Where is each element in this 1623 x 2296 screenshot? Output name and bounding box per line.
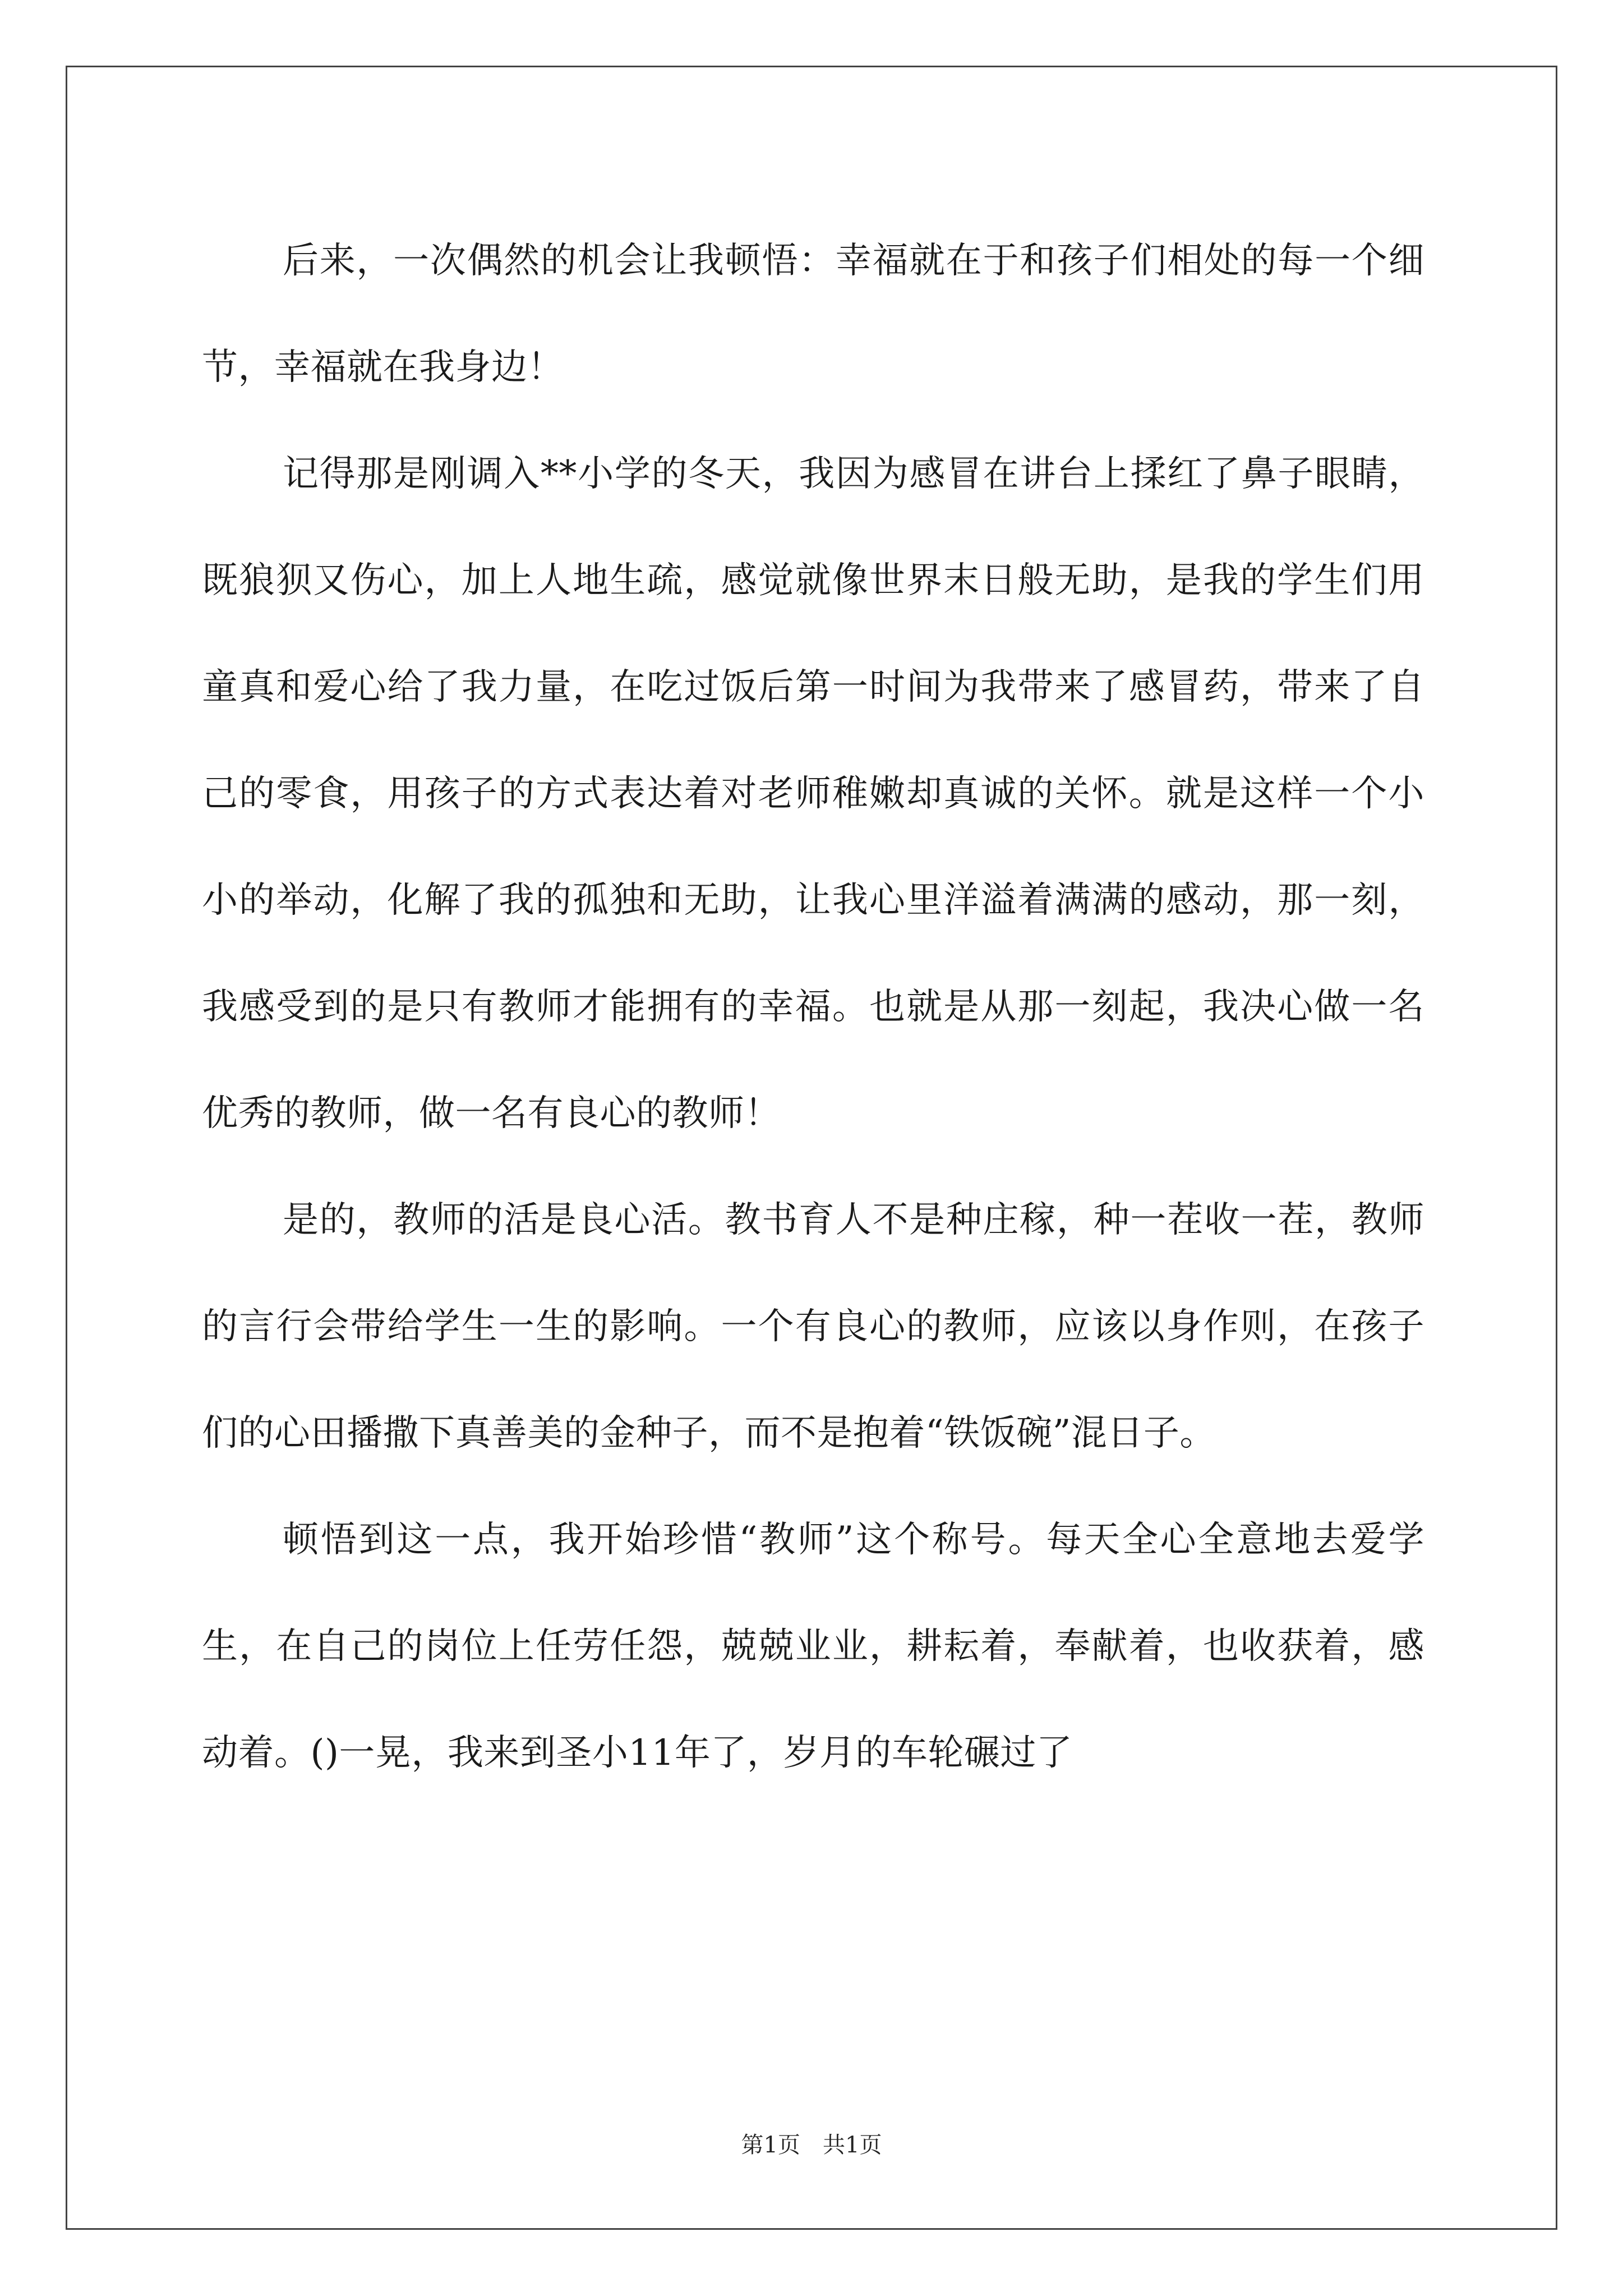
paragraph: 记得那是刚调入**小学的冬天，我因为感冒在讲台上揉红了鼻子眼睛，既狼狈又伤心，加上人地生疏，感觉就像世界末日般无助，是我的学生们用童真和爱心给了我力量，在吃过饭后第一时间为我带来了感冒药，带来了自己的零食，用孩子的方式表达着对老师稚嫩却真诚的关怀。就是这样一个小小的举动，化解了我的孤独和无助，让我心里洋溢着满满的感动，那一刻，我感受到的是只有教师才能拥有的幸福。也就是从那一刻起，我决心做一名优秀的教师，做一名有良心的教师！: [202, 453, 1424, 1134]
paragraph: 是的，教师的活是良心活。教书育人不是种庄稼，种一茬收一茬，教师的言行会带给学生一生的影响。一个有良心的教师，应该以身作则，在孩子们的心田播撒下真善美的金种子，而不是抱着“铁饭碗”混日子。: [202, 1199, 1424, 1454]
paragraph: 后来，一次偶然的机会让我顿悟：幸福就在于和孩子们相处的每一个细节，幸福就在我身边！: [202, 240, 1424, 388]
document-body: [202, 208, 1424, 1806]
paragraph: 顿悟到这一点，我开始珍惜“教师”这个称号。每天全心全意地去爱学生，在自己的岗位上任劳任怨，兢兢业业，耕耘着，奉献着，也收获着，感动着。()一晃，我来到圣小11年了，岁月的车轮碾过了: [202, 1519, 1424, 1774]
page-number-footer: 第1页 共1页: [741, 2132, 882, 2158]
